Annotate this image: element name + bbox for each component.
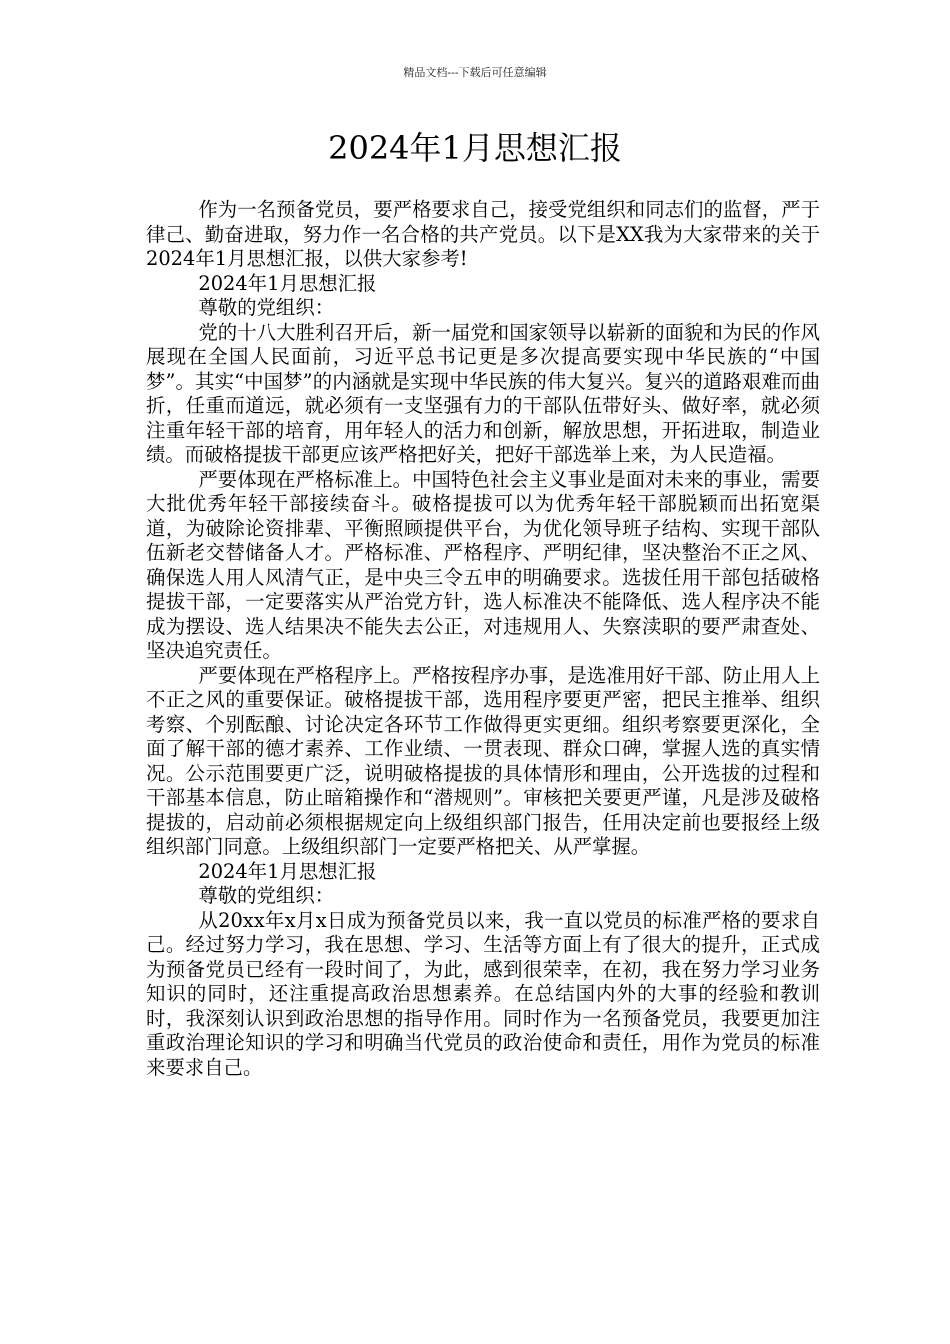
body-paragraph: 严要体现在严格标准上。中国特色社会主义事业是面对未来的事业，需要大批优秀年轻干部接续奋斗。破格提拔可以为优秀年轻干部脱颖而出拓宽渠道，为破除论资排辈、平衡照顾提供平台，为优化领导班子结构、实现干部队伍新老交替储备人才。严格标准、严格程序、严明纪律，坚决整治不正之风、确保选人用人风清气正，是中央三令五申的明确要求。选拔任用干部包括破格提拔干部，一定要落实从严治党方针，选人标准决不能降低、选人程序决不能成为摆设、选人结果决不能失去公正，对违规用人、失察渎职的要严肃查处、坚决追究责任。 bbox=[146, 467, 820, 662]
salutation: 尊敬的党组织： bbox=[198, 884, 335, 907]
report-heading: 2024年1月思想汇报 bbox=[198, 859, 377, 883]
salutation: 尊敬的党组织： bbox=[198, 296, 335, 319]
intro-paragraph: 作为一名预备党员，要严格要求自己，接受党组织和同志们的监督，严于律己、勤奋进取，努力作一名合格的共产党员。以下是XX我为大家带来的关于2024年1月思想汇报，以供大家参考! bbox=[146, 198, 820, 270]
body-paragraph: 严要体现在严格程序上。严格按程序办事，是选准用好干部、防止用人上不正之风的重要保证。破格提拔干部，选用程序要更严密，把民主推举、组织考察、个别酝酿、讨论决定各环节工作做得更实更细。组织考察要更深化，全面了解干部的德才素养、工作业绩、一贯表现、群众口碑，掌握人选的真实情况。公示范围要更广泛，说明破格提拔的具体情形和理由，公开选拔的过程和干部基本信息，防止暗箱操作和“潜规则”。审核把关要更严谨，凡是涉及破格提拔的，启动前必须根据规定向上级组织部门报告，任用决定前也要报经上级组织部门同意。上级组织部门一定要严格把关、从严掌握。 bbox=[146, 663, 820, 858]
body-paragraph: 党的十八大胜利召开后，新一届党和国家领导以崭新的面貌和为民的作风展现在全国人民面前，习近平总书记更是多次提高要实现中华民族的“中国梦”。其实“中国梦”的内涵就是实现中华民族的伟大复兴。复兴的道路艰难而曲折，任重而道远，就必须有一支坚强有力的干部队伍带好头、做好率，就必须注重年轻干部的培育，用年轻人的活力和创新，解放思想，开拓进取，制造业绩。而破格提拔干部更应该严格把好关，把好干部选举上来，为人民造福。 bbox=[146, 320, 820, 466]
report-heading: 2024年1月思想汇报 bbox=[198, 271, 377, 295]
document-title: 2024年1月思想汇报 bbox=[328, 129, 622, 167]
body-paragraph: 从20xx年x月x日成为预备党员以来，我一直以党员的标准严格的要求自己。经过努力学习，我在思想、学习、生活等方面上有了很大的提升，正式成为预备党员已经有一段时间了，为此，感到很荣幸，在初，我在努力学习业务知识的同时，还注重提高政治思想素养。在总结国内外的大事的经验和教训时，我深刻认识到政治思想的指导作用。同时作为一名预备党员，我要更加注重政治理论知识的学习和明确当代党员的政治使命和责任，用作为党员的标准来要求自己。 bbox=[146, 908, 820, 1079]
page-header: 精品文档---下载后可任意编辑 bbox=[403, 66, 547, 79]
document-body bbox=[146, 198, 820, 1080]
